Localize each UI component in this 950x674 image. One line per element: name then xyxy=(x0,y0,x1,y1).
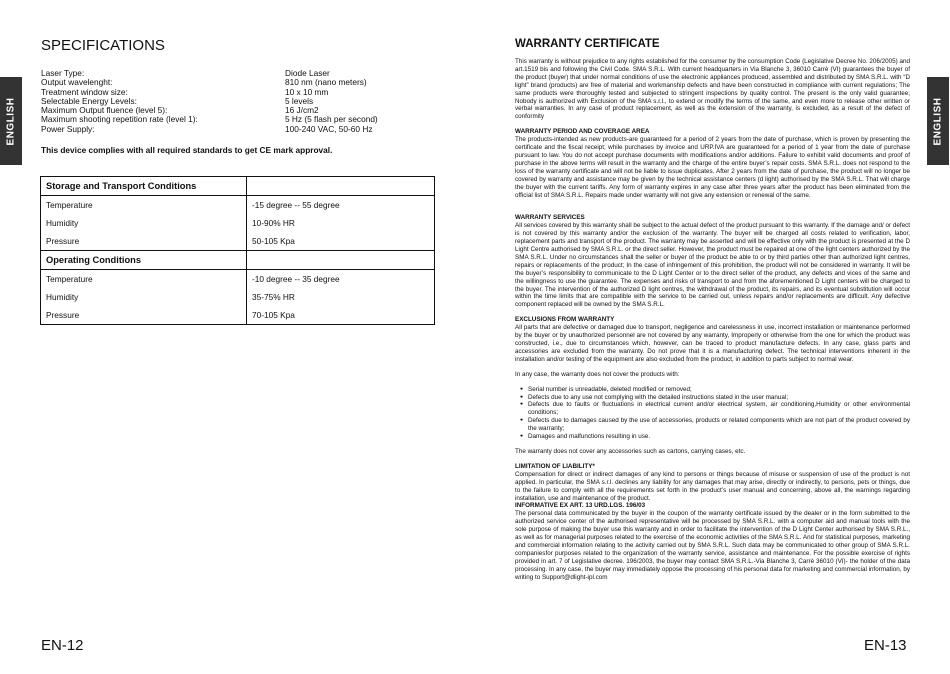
cell-label: Humidity xyxy=(41,214,247,232)
table-row xyxy=(41,270,435,289)
table-header-row xyxy=(41,251,435,270)
list-item: ● Defects due to faults or fluctuations in electrical current and/or electrical system, air conditioning,Humidity or other environmental conditions; xyxy=(515,401,910,417)
cell-value: 35-75% HR xyxy=(247,288,435,306)
cell-label: Pressure xyxy=(41,232,247,251)
table-row xyxy=(41,288,435,306)
table-header-row xyxy=(41,177,435,196)
spec-label: Selectable Energy Levels: xyxy=(41,95,137,106)
list-item: ● Defects due to damages caused by the use of accessories, products or related components which are not part of the product covered by the warranty; xyxy=(515,417,910,433)
spec-label: Treatment window size: xyxy=(41,86,128,97)
cell-value: 50-105 Kpa xyxy=(247,232,435,251)
cell-label: Temperature xyxy=(41,270,247,289)
services-text: All services covered by this warranty shall be subject to the actual defect of the product pursuant to this warranty. If the damage and/ or defect is not covered by this warranty and/or the exclusion of the warranty. The buyer will be charged all costs related to verification, labor, replacement parts and transport of the product. The warranty may be asserted and will be effective only with the product is presented at the D Light Centre authorised by SMA S.R.L. or the direct seller. However, the product must be repaired at one of the light centers authorized by the SMA S.R.L. Under no circumstances shall the seller or buyer of the product be able to or by third parties other than authorized light centres, repairs or replacements of the product; In the case of infringement of this prohibition, the product will not be considered in warranty. It will be the buyer’s responsibility to communicate to the D Light Center or to the direct seller of the product, any defects and vices of the same and the willingness to use the guarantee. The expenses and risks of transport to and from the aforementioned D Light centers will be charged to the buyer. The intervention of the authorized D light centres, the withdrawal of the product, its repairs, and its eventual substitution will occur within the time limits that are compatible with the service to be carried out, unless repairs and/or replacements are difficult. Any defective component replaced will be owned by the SMA S.R.L. xyxy=(515,222,910,309)
informative-text: The personal data communicated by the buyer in the coupon of the warranty certificate issued by the dealer or in the form submitted to the authorized service center of the authorised representative will be processed by SMA S.R.L. with a computer aid and manual tools with the sole purpose of making the buyer use this warranty and in order to facilitate the intervention of the D Light Center authorised by SMA S.R.L., as well as for managerial purposes related to the exercise of the economic activities of the SMA S.R.L. And for statistical purposes, marketing and commercial information relating to the activity carried out by SMA S.R.L. Such data may be communicated to other group of SMA S.R.L. companiesfor purposes related to the organization of the warranty service, assistance and maintenance. For the possible exercise of rights provided in art. 7 of Legislative decree. 196/2003, the buyer may contact SMA S.R.L.-Via Blanche 3, Carrè 36010 (VI)- the holder of the data processing. In any case, the buyer may immediately oppose the processing of his personal data for marketing and commercial information, by writing to Support@dlight-ipl.com xyxy=(515,510,910,581)
exclusions-text: All parts that are defective or damaged due to transport, negligence and carelessness in use, incorrect installation or maintenance performed by the buyer or by unauthorized personnel are not covered by any warranty, Improperly or otherwise from the one for which the product was constructed, i.e., due to circumstances which, however, can be traced to product manufacture defects. In any case, glass parts and accessories are excluded from the warranty. Do not prove that it is a manufacturing defect. The technical interventions inherent in the installation and/or testing of the equipment are also excluded from the product, in addition to parts subject to normal wear. xyxy=(515,324,910,363)
spec-value: 100-240 VAC, 50-60 Hz xyxy=(285,123,373,134)
cell-value: -15 degree -- 55 degree xyxy=(247,196,435,215)
exclusions-heading: EXCLUSIONS FROM WARRANTY xyxy=(515,316,615,324)
language-tab-left xyxy=(0,77,22,165)
services-heading: WARRANTY SERVICES xyxy=(515,214,585,222)
not-cover-list xyxy=(515,386,910,441)
language-tab-label: ENGLISH xyxy=(932,97,944,145)
period-heading: WARRANTY PERIOD AND COVERAGE AREA xyxy=(515,128,650,136)
operating-header: Operating Conditions xyxy=(41,251,247,270)
language-tab-right xyxy=(927,77,949,165)
table-row xyxy=(41,214,435,232)
page-number-right: EN-13 xyxy=(864,637,907,654)
cell-value: 10-90% HR xyxy=(247,214,435,232)
spec-label: Laser Type: xyxy=(41,68,85,78)
cell-value: 70-105 Kpa xyxy=(247,306,435,325)
liability-heading: LIMITATION OF LIABILITY* xyxy=(515,462,595,470)
ce-compliance-note: This device complies with all required standards to get CE mark approval. xyxy=(41,145,333,155)
spec-label: Maximum Output fluence (level 5): xyxy=(41,105,168,116)
spec-label: Maximum shooting repetition rate (level 1): xyxy=(41,114,198,125)
list-item: ● Serial number is unreadable, deleted modified or removed; xyxy=(515,386,910,394)
informative-heading: INFORMATIVE EX ART. 13 URD.LGS. 196/03 xyxy=(515,502,646,510)
storage-header: Storage and Transport Conditions xyxy=(41,177,247,196)
spec-value: 5 Hz (5 flash per second) xyxy=(285,114,378,125)
spec-value: Diode Laser xyxy=(285,68,330,78)
header-empty-cell xyxy=(247,177,435,196)
spec-value: 10 x 10 mm xyxy=(285,86,329,97)
spec-label: Power Supply: xyxy=(41,123,95,134)
spec-row xyxy=(41,125,391,134)
list-item: ● Defects due to any use not complying with the detailed instructions stated in the user manual; xyxy=(515,394,910,402)
table-row xyxy=(41,306,435,325)
liability-text: Compensation for direct or indirect damages of any kind to persons or things because of misuse or suspension of use of the product is not applied. In particular, the SMA s.r.l. declines any liability for any damages that may arise, directly or indirectly, to persons, pets or things, due to the failure to comply with all the requirements set forth in the product’s user manual and concerning, above all, the warnings regarding installation, use and maintenance of the product. xyxy=(515,470,910,502)
table-row xyxy=(41,232,435,251)
spec-label: Output wavelenght: xyxy=(41,77,113,88)
language-tab-label: ENGLISH xyxy=(5,97,17,145)
period-text: The products-intended as new products-are guaranteed for a period of 2 years from the date of purchase, which is proven by presenting the certificate and the fiscal receipt; while purchases by invoice and URP.IVA are guaranteed for a period of 1 year from the date of purchase pursuant to law. You do not accept purchase documents with modifications and/or additions. Failure to exhibit valid documents and proof of purchase in the above terms will result in the warranty and the charge of the entire buyer’s repair costs. SMA S.R.L. does not respond to the loss of the warranty certificate and will not be liable to issue duplicates. After 2 years from the date of purchase, the product will no longer be covered by warranty and assistance may be given by the technical assistance centers (d light) authorised by the SMA S.R.L. That will charge the buyer with the current tariffs. Any form of warranty expires in any case after three years after the product has been eliminated from the official list of SMA S.R.L. Repairs made under warranty will not give any extension or renewal of the same. xyxy=(515,136,910,199)
warranty-intro: This warranty is without prejudice to any rights established for the consumer by the consumption Code (Legislative Decree No. 206/2005) and art.1519 bis and following the Civil Code. SMA S.R.L. With current headquarters in Via Blanche 3, 36010 Carrè (VI) guarantees the buyer of the product (buyer) that under normal conditions of use the electronic appliances produced, assembled and distributed by SMA S.R.L. with “D light” brand (products) are free of material and workmanship defects and have been constructed in compliance with current regulations; The same products were thoroughly tested and subjected to stringent inspections by quality control. The present is the only valid guarantee; Nobody is authorized with Exclusion of the SMA s.r.l., to extend or modify the terms of the same, and even more to release other written or verbal warranties. In any case of product replacement, as well as the extension of the warranty, is excluded, as a result of the defect of conformity xyxy=(515,58,910,121)
spec-value: 810 nm (nano meters) xyxy=(285,77,367,88)
not-cover-intro: In any case, the warranty does not cover the products with: xyxy=(515,370,680,378)
page-number-left: EN-12 xyxy=(41,637,84,654)
warranty-body xyxy=(515,58,910,581)
specs-list xyxy=(41,69,391,134)
conditions-table xyxy=(40,176,435,325)
header-empty-cell xyxy=(247,251,435,270)
list-item: ● Damages and malfunctions resulting in use. xyxy=(515,433,910,441)
warranty-title: WARRANTY CERTIFICATE xyxy=(515,38,660,50)
accessories-note: The warranty does not cover any accessories such as cartons, carrying cases, etc. xyxy=(515,447,746,455)
spec-value: 5 levels xyxy=(285,95,314,106)
cell-value: -10 degree -- 35 degree xyxy=(247,270,435,289)
cell-label: Pressure xyxy=(41,306,247,325)
table-row xyxy=(41,196,435,215)
cell-label: Humidity xyxy=(41,288,247,306)
specifications-title: SPECIFICATIONS xyxy=(41,37,165,54)
spec-value: 16 J/cm2 xyxy=(285,105,319,116)
cell-label: Temperature xyxy=(41,196,247,215)
